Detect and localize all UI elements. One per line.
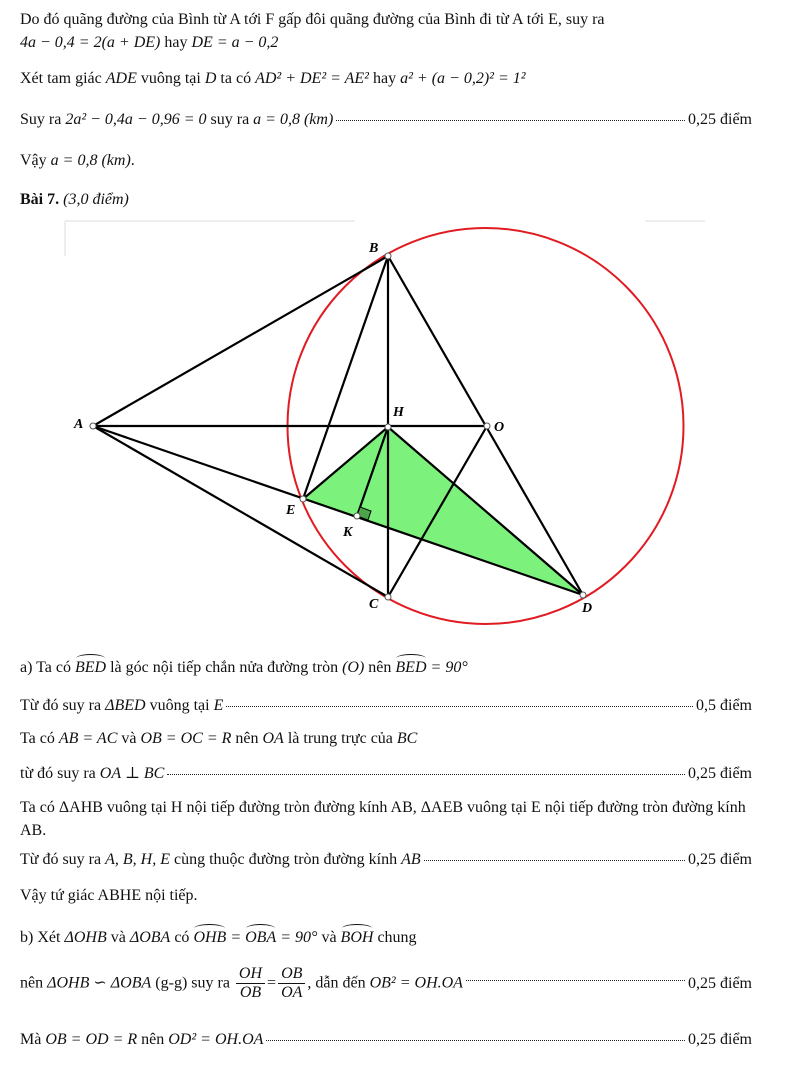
- text: cùng thuộc đường tròn đường kính: [169, 851, 402, 868]
- text: nên: [20, 974, 48, 992]
- point-e-ref: E: [213, 697, 224, 714]
- text: chung: [373, 929, 417, 946]
- score: 0,5 điểm: [696, 697, 752, 714]
- text: và: [106, 929, 130, 946]
- text: Vậy tứ giác ABHE nội tiếp.: [20, 887, 198, 904]
- text: ta có: [216, 70, 256, 87]
- text: và: [317, 929, 341, 946]
- angle-value: = 90°: [426, 659, 468, 676]
- text: , dẫn đến: [307, 974, 370, 992]
- intro-line-5: [20, 152, 752, 170]
- pythagoras-equation: AD² + DE² = AE²: [255, 70, 369, 87]
- label-k: K: [343, 525, 353, 540]
- angle-ohb: OHB: [193, 929, 227, 946]
- exercise-points: (3,0 điểm): [63, 191, 129, 208]
- segment-ad: [93, 426, 583, 595]
- angle-boh: BOH: [340, 929, 374, 946]
- triangle-oba: ΔOBA: [129, 929, 171, 946]
- text: Mà: [20, 1031, 46, 1048]
- denominator: OA: [281, 984, 303, 1002]
- text: suy ra: [206, 111, 254, 128]
- text: và: [117, 730, 141, 747]
- score: 0,25 điểm: [688, 974, 752, 992]
- point-b: [385, 253, 391, 259]
- dot-leader: [466, 980, 685, 981]
- text: nên: [137, 1031, 169, 1048]
- text: .: [130, 152, 135, 169]
- text: vuông tại: [145, 697, 214, 714]
- fraction-ob-oa: [278, 965, 305, 1003]
- label-o: O: [494, 420, 505, 435]
- denominator: OB: [239, 984, 262, 1002]
- point-c: [385, 594, 391, 600]
- intro-text-1: Do đó quãng đường của Bình từ A tới F gấp đôi quãng đường của Bình đi từ A tới E, suy ra: [20, 11, 605, 28]
- angle-oba: OBA: [245, 929, 277, 946]
- text: vuông tại: [136, 70, 205, 87]
- text: Vậy: [20, 152, 51, 169]
- text: có: [170, 929, 194, 946]
- text: Ta có ΔAHB vuông tại H nội tiếp đường tròn đường kính AB, ΔAEB vuông tại E nội tiếp đường tròn đường kính AB.: [20, 799, 746, 840]
- text: a) Ta có: [20, 659, 75, 676]
- text: Ta có: [20, 730, 59, 747]
- text: từ đó suy ra: [20, 765, 100, 782]
- eq-ab-ac: AB = AC: [58, 730, 118, 747]
- sol-a-line-7: [20, 887, 752, 905]
- equation-4a: 4a − 0,4 = 2(a + DE): [20, 34, 161, 52]
- text: (g-g) suy ra: [151, 974, 234, 992]
- text: nên: [364, 659, 396, 676]
- text: Suy ra: [20, 111, 66, 128]
- text: là trung trực của: [283, 730, 397, 747]
- sol-a-line-5: [20, 796, 752, 842]
- sol-a-line-2: [20, 697, 752, 715]
- eq-ob-od: OB = OD = R: [45, 1031, 138, 1048]
- triangle-bed: ΔBED: [105, 697, 146, 714]
- triangle-ohb: ΔOHB: [64, 929, 107, 946]
- text: Từ đó suy ra: [20, 851, 106, 868]
- text: b) Xét: [20, 929, 65, 946]
- text: =: [226, 929, 246, 946]
- dot-leader: [226, 706, 693, 707]
- text: Từ đó suy ra: [20, 697, 106, 714]
- score: 0,25 điểm: [688, 1031, 752, 1048]
- score: 0,25 điểm: [688, 765, 752, 782]
- diameter-ab: AB: [401, 851, 421, 868]
- sol-a-line-4: [20, 763, 752, 783]
- sol-b-line-1: [20, 929, 752, 947]
- eq-od-squared: OD² = OH.OA: [168, 1031, 264, 1048]
- sol-a-line-6: [20, 851, 752, 869]
- circle-o-ref: (O): [342, 659, 365, 676]
- eq-ob-oc: OB = OC = R: [140, 730, 232, 747]
- perpendicular: OA ⊥ BC: [99, 765, 165, 782]
- point-a: [90, 423, 96, 429]
- eq-ob-squared: OB² = OH.OA: [369, 974, 463, 992]
- fraction-oh-ob: [236, 965, 265, 1003]
- label-c: C: [369, 597, 379, 612]
- geometry-figure: [0, 218, 800, 638]
- sol-a-line-3: [20, 730, 752, 748]
- label-d: D: [582, 601, 593, 616]
- text: Xét tam giác: [20, 70, 106, 87]
- angle-value: = 90°: [276, 929, 318, 946]
- text: nên: [231, 730, 263, 747]
- segment-oa-ref: OA: [262, 730, 284, 747]
- bai7-heading: [20, 191, 752, 209]
- green-triangle: [303, 427, 583, 595]
- score: 0,25 điểm: [688, 111, 752, 128]
- final-answer: a = 0,8 (km): [50, 152, 131, 169]
- exercise-title: Bài 7.: [20, 191, 60, 208]
- numerator: OH: [236, 965, 265, 984]
- text: là góc nội tiếp chắn nửa đường tròn: [106, 659, 343, 676]
- pythagoras-numeric: a² + (a − 0,2)² = 1²: [400, 70, 526, 87]
- angle-bed-2: BED: [395, 659, 427, 676]
- sol-b-line-3: [20, 1031, 752, 1049]
- point-k: [354, 513, 360, 519]
- label-e: E: [286, 503, 296, 518]
- sol-a-line-1: [20, 659, 752, 677]
- equation-de: DE = a − 0,2: [191, 34, 279, 52]
- dot-leader: [167, 774, 685, 775]
- intro-line-3: [20, 70, 752, 88]
- quadratic-equation: 2a² − 0,4a − 0,96 = 0: [65, 111, 207, 128]
- label-h: H: [393, 405, 404, 420]
- label-b: B: [369, 241, 379, 256]
- intro-line-4: [20, 111, 752, 129]
- point-e: [300, 496, 306, 502]
- numerator: OB: [278, 965, 305, 984]
- segment-bc-ref: BC: [396, 730, 418, 747]
- angle-bed: BED: [75, 659, 107, 676]
- point-h: [385, 424, 391, 430]
- intro-line-1: [20, 8, 752, 54]
- points-abhe: A, B, H, E: [105, 851, 170, 868]
- equals-sign: =: [267, 974, 277, 992]
- dot-leader: [266, 1040, 685, 1041]
- text: hay: [368, 70, 401, 87]
- dot-leader: [424, 860, 685, 861]
- connector-hay: hay: [160, 34, 192, 52]
- point-d: D: [204, 70, 217, 87]
- dot-leader: [336, 120, 685, 121]
- solution-a: a = 0,8 (km): [253, 111, 334, 128]
- point-o: [484, 423, 490, 429]
- sol-b-line-2: [20, 965, 752, 1003]
- point-d: [580, 592, 586, 598]
- similar-triangles: ΔOHB ∽ ΔOBA: [47, 974, 152, 992]
- triangle-ade: ADE: [105, 70, 137, 87]
- label-a: A: [74, 417, 84, 432]
- score: 0,25 điểm: [688, 851, 752, 868]
- segment-ab: [93, 256, 388, 426]
